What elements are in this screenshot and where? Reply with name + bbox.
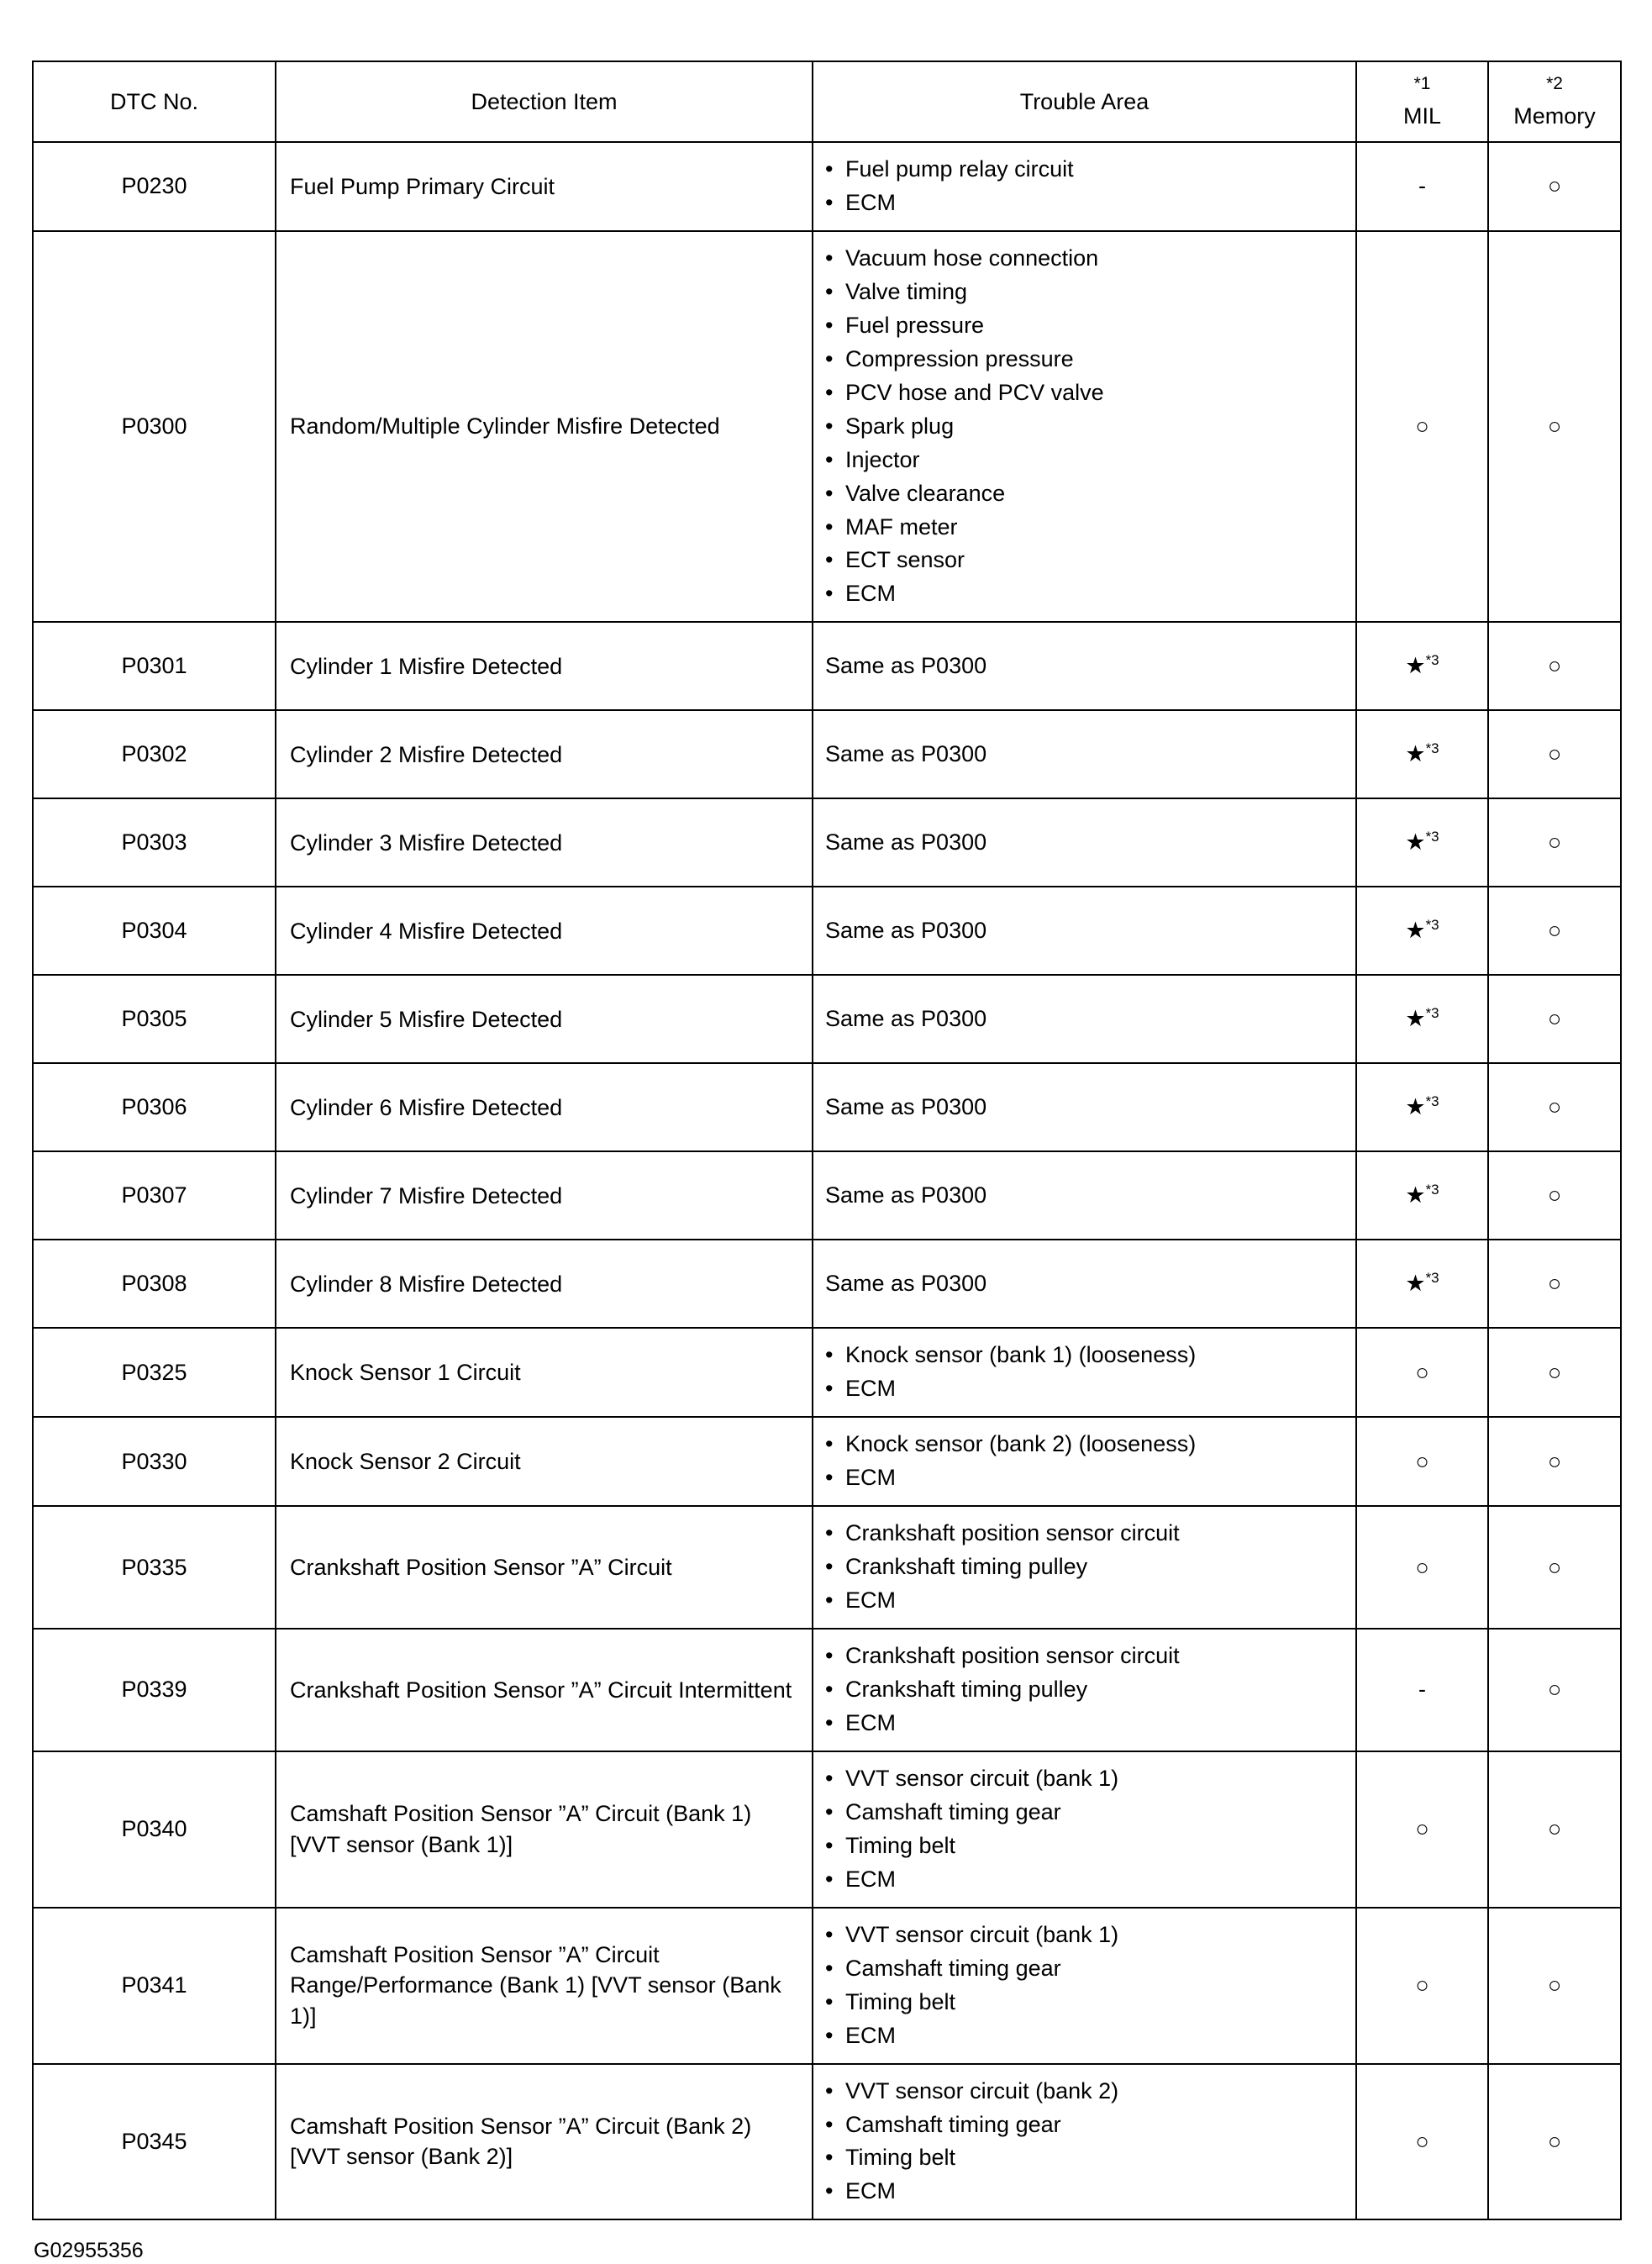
circle-icon: ○ [1415, 1972, 1429, 1998]
bullet-icon: • [825, 1643, 834, 1669]
mil-mark [1356, 975, 1488, 1063]
header-dtc-no: DTC No. [33, 61, 276, 142]
bullet-icon: • [825, 1554, 834, 1580]
circle-icon: ○ [1547, 1816, 1562, 1842]
trouble-bullet-item: • Fuel pressure [825, 309, 1347, 343]
table-row [33, 1063, 1621, 1151]
circle-icon: ○ [1547, 741, 1562, 767]
dtc-code: P0340 [33, 1751, 276, 1908]
bullet-icon: • [825, 1376, 834, 1402]
memory-mark [1488, 887, 1621, 975]
trouble-area [813, 1328, 1356, 1417]
bullet-icon: • [825, 156, 834, 182]
memory-mark [1488, 975, 1621, 1063]
dash-mark: - [1418, 1677, 1426, 1703]
trouble-bullet-item: • ECM [825, 1372, 1347, 1406]
mil-mark [1356, 710, 1488, 798]
bullet-icon: • [825, 345, 834, 371]
bullet-icon: • [825, 1921, 834, 1947]
table-row [33, 2064, 1621, 2220]
trouble-bullet-item: • Valve clearance [825, 477, 1347, 511]
bullet-icon: • [825, 1520, 834, 1546]
trouble-bullet-item: • ECM [825, 187, 1347, 220]
trouble-bullet-item: • Valve timing [825, 276, 1347, 309]
memory-mark [1488, 1328, 1621, 1417]
dtc-code: P0330 [33, 1417, 276, 1506]
bullet-icon: • [825, 245, 834, 271]
trouble-bullet-item: • MAF meter [825, 511, 1347, 545]
bullet-icon: • [825, 1988, 834, 2014]
trouble-bullet-item: • ECM [825, 1584, 1347, 1618]
bullet-icon: • [825, 1677, 834, 1703]
bullet-icon: • [825, 1709, 834, 1735]
star-icon: ★ [1405, 1182, 1426, 1208]
detection-item: Cylinder 5 Misfire Detected [276, 975, 813, 1063]
trouble-area [813, 798, 1356, 887]
trouble-text: Same as P0300 [825, 1093, 987, 1119]
trouble-bullet-item: • VVT sensor circuit (bank 1) [825, 1762, 1347, 1796]
detection-item: Cylinder 2 Misfire Detected [276, 710, 813, 798]
dtc-code: P0341 [33, 1908, 276, 2064]
bullet-icon: • [825, 1798, 834, 1824]
header-row [33, 61, 1621, 142]
header-mil-label: MIL [1402, 103, 1441, 129]
header-mil-footnote: *1 [1413, 74, 1431, 94]
trouble-area [813, 1506, 1356, 1629]
memory-mark [1488, 1629, 1621, 1751]
bullet-icon: • [825, 513, 834, 540]
trouble-bullet-item: • ECM [825, 2175, 1347, 2209]
mil-mark [1356, 1506, 1488, 1629]
circle-icon: ○ [1547, 1271, 1562, 1297]
table-row [33, 142, 1621, 231]
star-icon: ★ [1405, 1094, 1426, 1120]
table-row [33, 1417, 1621, 1506]
trouble-text: Same as P0300 [825, 917, 987, 943]
circle-icon: ○ [1547, 1448, 1562, 1474]
bullet-icon: • [825, 1587, 834, 1614]
circle-icon: ○ [1547, 1359, 1562, 1385]
dtc-code: P0304 [33, 887, 276, 975]
table-row [33, 1751, 1621, 1908]
circle-icon: ○ [1415, 1448, 1429, 1474]
mil-mark [1356, 1908, 1488, 2064]
detection-item: Crankshaft Position Sensor ”A” Circuit [276, 1506, 813, 1629]
memory-mark [1488, 231, 1621, 622]
trouble-bullet-item: • ECM [825, 577, 1347, 611]
trouble-bullet-item: • ECM [825, 1707, 1347, 1740]
mil-mark [1356, 1629, 1488, 1751]
star-footnote: *3 [1425, 1182, 1439, 1198]
trouble-area [813, 231, 1356, 622]
bullet-icon: • [825, 1955, 834, 1981]
bullet-icon: • [825, 379, 834, 405]
trouble-text: Same as P0300 [825, 829, 987, 855]
circle-icon: ○ [1415, 1554, 1429, 1580]
star-footnote: *3 [1425, 652, 1439, 669]
trouble-area [813, 1751, 1356, 1908]
dtc-code: P0307 [33, 1151, 276, 1240]
table-row [33, 1908, 1621, 2064]
star-icon: ★ [1405, 653, 1426, 679]
star-footnote: *3 [1425, 740, 1439, 757]
star-icon: ★ [1405, 741, 1426, 767]
mil-mark [1356, 231, 1488, 622]
trouble-bullet-item: • PCV hose and PCV valve [825, 376, 1347, 410]
bullet-icon: • [825, 1866, 834, 1892]
trouble-bullet-item: • ECM [825, 1461, 1347, 1495]
trouble-area [813, 2064, 1356, 2220]
bullet-icon: • [825, 1765, 834, 1791]
circle-icon: ○ [1547, 829, 1562, 856]
bullet-icon: • [825, 2178, 834, 2204]
trouble-bullet-item: • Crankshaft position sensor circuit [825, 1640, 1347, 1673]
dtc-code: P0335 [33, 1506, 276, 1629]
memory-mark [1488, 142, 1621, 231]
trouble-bullet-item: • Camshaft timing gear [825, 2109, 1347, 2142]
figure-id: G02955356 [34, 2239, 144, 2263]
bullet-icon: • [825, 1431, 834, 1457]
dtc-code: P0302 [33, 710, 276, 798]
star-icon: ★ [1405, 1271, 1426, 1297]
detection-item: Camshaft Position Sensor ”A” Circuit (Bank 1) [VVT sensor (Bank 1)] [276, 1751, 813, 1908]
memory-mark [1488, 1417, 1621, 1506]
trouble-bullet-item: • Timing belt [825, 1830, 1347, 1863]
trouble-bullet-item: • Knock sensor (bank 1) (looseness) [825, 1339, 1347, 1372]
bullet-icon: • [825, 312, 834, 338]
header-memory-footnote: *2 [1546, 74, 1563, 94]
trouble-area [813, 1417, 1356, 1506]
bullet-icon: • [825, 278, 834, 304]
dtc-code: P0305 [33, 975, 276, 1063]
memory-mark [1488, 1063, 1621, 1151]
circle-icon: ○ [1547, 1094, 1562, 1120]
memory-mark [1488, 1751, 1621, 1908]
dtc-code: P0303 [33, 798, 276, 887]
trouble-bullet-item: • Crankshaft timing pulley [825, 1551, 1347, 1584]
trouble-bullet-item: • ECT sensor [825, 544, 1347, 577]
table-row [33, 798, 1621, 887]
circle-icon: ○ [1547, 1554, 1562, 1580]
detection-item: Crankshaft Position Sensor ”A” Circuit Intermittent [276, 1629, 813, 1751]
dash-mark: - [1418, 173, 1426, 199]
bullet-icon: • [825, 413, 834, 439]
trouble-bullet-item: • Vacuum hose connection [825, 242, 1347, 276]
mil-mark [1356, 1151, 1488, 1240]
header-memory [1488, 61, 1621, 142]
star-icon: ★ [1405, 1006, 1426, 1032]
trouble-bullet-item: • VVT sensor circuit (bank 2) [825, 2075, 1347, 2109]
table-row [33, 887, 1621, 975]
circle-icon: ○ [1547, 1182, 1562, 1208]
detection-item: Camshaft Position Sensor ”A” Circuit Range/Performance (Bank 1) [VVT sensor (Bank 1)] [276, 1908, 813, 2064]
detection-item: Knock Sensor 2 Circuit [276, 1417, 813, 1506]
circle-icon: ○ [1547, 653, 1562, 679]
memory-mark [1488, 710, 1621, 798]
star-footnote: *3 [1425, 829, 1439, 845]
memory-mark [1488, 2064, 1621, 2220]
bullet-icon: • [825, 189, 834, 215]
bullet-icon: • [825, 2111, 834, 2137]
dtc-code: P0306 [33, 1063, 276, 1151]
header-mil [1356, 61, 1488, 142]
bullet-icon: • [825, 2022, 834, 2048]
dtc-code: P0325 [33, 1328, 276, 1417]
trouble-bullet-item: • ECM [825, 1863, 1347, 1897]
table-row [33, 1629, 1621, 1751]
detection-item: Cylinder 1 Misfire Detected [276, 622, 813, 710]
trouble-bullet-item: • Knock sensor (bank 2) (looseness) [825, 1428, 1347, 1461]
bullet-icon: • [825, 581, 834, 607]
bullet-icon: • [825, 480, 834, 506]
bullet-icon: • [825, 2145, 834, 2171]
trouble-area [813, 975, 1356, 1063]
header-detection-item: Detection Item [276, 61, 813, 142]
detection-item: Random/Multiple Cylinder Misfire Detected [276, 231, 813, 622]
circle-icon: ○ [1547, 1972, 1562, 1998]
trouble-area [813, 622, 1356, 710]
trouble-bullet-item: • Camshaft timing gear [825, 1952, 1347, 1986]
table-row [33, 1151, 1621, 1240]
trouble-bullet-item: • VVT sensor circuit (bank 1) [825, 1919, 1347, 1952]
memory-mark [1488, 622, 1621, 710]
trouble-area [813, 142, 1356, 231]
circle-icon: ○ [1547, 918, 1562, 944]
dtc-code: P0230 [33, 142, 276, 231]
circle-icon: ○ [1415, 1359, 1429, 1385]
trouble-text: Same as P0300 [825, 652, 987, 678]
star-footnote: *3 [1425, 1093, 1439, 1110]
memory-mark [1488, 798, 1621, 887]
dtc-code: P0300 [33, 231, 276, 622]
trouble-area [813, 887, 1356, 975]
trouble-bullet-item: • Crankshaft timing pulley [825, 1673, 1347, 1707]
trouble-text: Same as P0300 [825, 1270, 987, 1296]
mil-mark [1356, 1417, 1488, 1506]
trouble-bullet-item: • Spark plug [825, 410, 1347, 444]
circle-icon: ○ [1547, 1006, 1562, 1032]
star-footnote: *3 [1425, 917, 1439, 934]
circle-icon: ○ [1415, 2128, 1429, 2154]
dtc-table [32, 61, 1622, 2220]
trouble-area [813, 1151, 1356, 1240]
table-row [33, 622, 1621, 710]
trouble-bullet-item: • ECM [825, 2019, 1347, 2053]
dtc-code: P0345 [33, 2064, 276, 2220]
bullet-icon: • [825, 1465, 834, 1491]
star-icon: ★ [1405, 918, 1426, 944]
table-row [33, 975, 1621, 1063]
detection-item: Fuel Pump Primary Circuit [276, 142, 813, 231]
bullet-icon: • [825, 446, 834, 472]
detection-item: Cylinder 8 Misfire Detected [276, 1240, 813, 1328]
star-footnote: *3 [1425, 1270, 1439, 1287]
mil-mark [1356, 1063, 1488, 1151]
memory-mark [1488, 1506, 1621, 1629]
trouble-bullet-item: • Fuel pump relay circuit [825, 153, 1347, 187]
mil-mark [1356, 2064, 1488, 2220]
table-row [33, 1240, 1621, 1328]
bullet-icon: • [825, 2077, 834, 2103]
detection-item: Knock Sensor 1 Circuit [276, 1328, 813, 1417]
trouble-bullet-item: • Timing belt [825, 1986, 1347, 2019]
bullet-icon: • [825, 547, 834, 573]
star-footnote: *3 [1425, 1005, 1439, 1022]
trouble-area [813, 1063, 1356, 1151]
trouble-text: Same as P0300 [825, 740, 987, 766]
trouble-area [813, 1908, 1356, 2064]
circle-icon: ○ [1547, 173, 1562, 199]
dtc-code: P0339 [33, 1629, 276, 1751]
mil-mark [1356, 1240, 1488, 1328]
detection-item: Camshaft Position Sensor ”A” Circuit (Bank 2) [VVT sensor (Bank 2)] [276, 2064, 813, 2220]
dtc-code: P0308 [33, 1240, 276, 1328]
mil-mark [1356, 1328, 1488, 1417]
trouble-text: Same as P0300 [825, 1005, 987, 1031]
mil-mark [1356, 798, 1488, 887]
bullet-icon: • [825, 1832, 834, 1858]
detection-item: Cylinder 4 Misfire Detected [276, 887, 813, 975]
circle-icon: ○ [1547, 413, 1562, 440]
trouble-area [813, 1629, 1356, 1751]
memory-mark [1488, 1151, 1621, 1240]
bullet-icon: • [825, 1342, 834, 1368]
detection-item: Cylinder 3 Misfire Detected [276, 798, 813, 887]
trouble-bullet-item: • Timing belt [825, 2141, 1347, 2175]
trouble-bullet-item: • Compression pressure [825, 343, 1347, 376]
mil-mark [1356, 887, 1488, 975]
trouble-text: Same as P0300 [825, 1182, 987, 1208]
dtc-code: P0301 [33, 622, 276, 710]
trouble-area [813, 710, 1356, 798]
mil-mark [1356, 1751, 1488, 1908]
table-row [33, 1328, 1621, 1417]
trouble-bullet-item: • Crankshaft position sensor circuit [825, 1517, 1347, 1551]
header-memory-label: Memory [1513, 103, 1596, 129]
detection-item: Cylinder 7 Misfire Detected [276, 1151, 813, 1240]
circle-icon: ○ [1415, 1816, 1429, 1842]
circle-icon: ○ [1547, 1677, 1562, 1703]
mil-mark [1356, 142, 1488, 231]
memory-mark [1488, 1240, 1621, 1328]
table-row [33, 710, 1621, 798]
trouble-area [813, 1240, 1356, 1328]
table-row [33, 231, 1621, 622]
circle-icon: ○ [1547, 2128, 1562, 2154]
table-row [33, 1506, 1621, 1629]
detection-item: Cylinder 6 Misfire Detected [276, 1063, 813, 1151]
circle-icon: ○ [1415, 413, 1429, 440]
trouble-bullet-item: • Camshaft timing gear [825, 1796, 1347, 1830]
star-icon: ★ [1405, 829, 1426, 856]
memory-mark [1488, 1908, 1621, 2064]
header-trouble-area: Trouble Area [813, 61, 1356, 142]
mil-mark [1356, 622, 1488, 710]
trouble-bullet-item: • Injector [825, 444, 1347, 477]
